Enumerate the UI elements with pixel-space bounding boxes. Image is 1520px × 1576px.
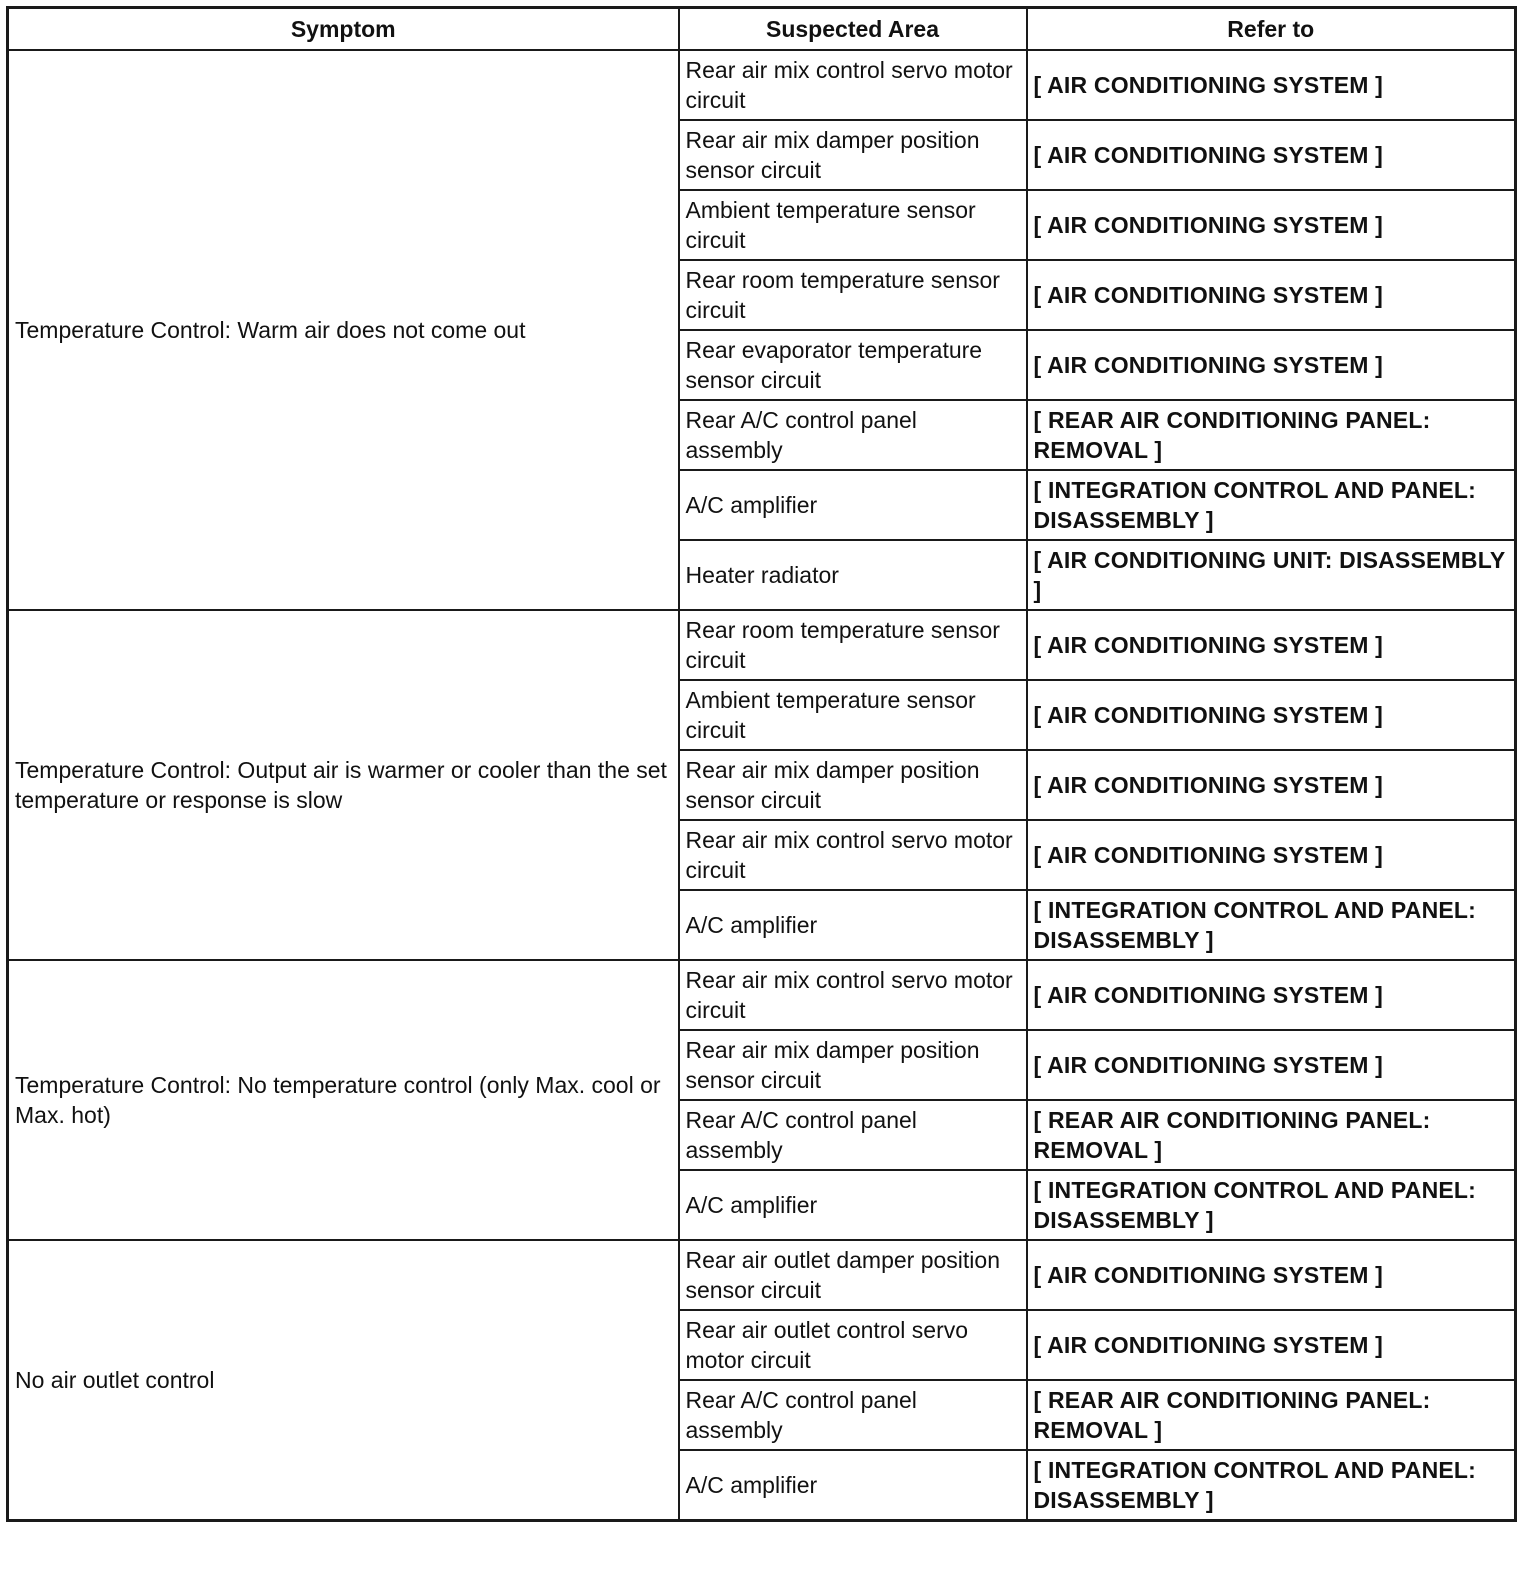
suspected-area-cell: A/C amplifier [679, 1170, 1027, 1240]
suspected-area-cell: Rear air mix damper position sensor circuit [679, 120, 1027, 190]
suspected-area-cell: Rear room temperature sensor circuit [679, 610, 1027, 680]
suspected-area-cell: Heater radiator [679, 540, 1027, 610]
refer-to-link[interactable]: [ AIR CONDITIONING SYSTEM ] [1027, 750, 1516, 820]
refer-to-link[interactable]: [ AIR CONDITIONING SYSTEM ] [1027, 260, 1516, 330]
symptom-cell: Temperature Control: Warm air does not come out [8, 50, 679, 610]
refer-to-link[interactable]: [ AIR CONDITIONING SYSTEM ] [1027, 680, 1516, 750]
suspected-area-cell: Rear A/C control panel assembly [679, 1100, 1027, 1170]
suspected-area-cell: Ambient temperature sensor circuit [679, 190, 1027, 260]
refer-to-link[interactable]: [ AIR CONDITIONING SYSTEM ] [1027, 1030, 1516, 1100]
symptom-cell: Temperature Control: Output air is warmer or cooler than the set temperature or response is slow [8, 610, 679, 960]
suspected-area-cell: Rear evaporator temperature sensor circuit [679, 330, 1027, 400]
troubleshooting-table [6, 6, 1517, 1522]
suspected-area-cell: A/C amplifier [679, 890, 1027, 960]
refer-to-link[interactable]: [ INTEGRATION CONTROL AND PANEL: DISASSEMBLY ] [1027, 470, 1516, 540]
header-row [8, 8, 1516, 51]
suspected-area-cell: A/C amplifier [679, 470, 1027, 540]
refer-to-link[interactable]: [ REAR AIR CONDITIONING PANEL: REMOVAL ] [1027, 1380, 1516, 1450]
table-body [8, 50, 1516, 1521]
table-row [8, 960, 1516, 1030]
refer-to-link[interactable]: [ AIR CONDITIONING UNIT: DISASSEMBLY ] [1027, 540, 1516, 610]
table-row [8, 610, 1516, 680]
suspected-area-cell: A/C amplifier [679, 1450, 1027, 1521]
refer-to-link[interactable]: [ AIR CONDITIONING SYSTEM ] [1027, 50, 1516, 120]
suspected-area-cell: Rear air mix damper position sensor circuit [679, 1030, 1027, 1100]
refer-to-link[interactable]: [ AIR CONDITIONING SYSTEM ] [1027, 120, 1516, 190]
suspected-area-cell: Rear air outlet control servo motor circuit [679, 1310, 1027, 1380]
refer-to-link[interactable]: [ AIR CONDITIONING SYSTEM ] [1027, 330, 1516, 400]
symptom-cell: Temperature Control: No temperature control (only Max. cool or Max. hot) [8, 960, 679, 1240]
refer-to-link[interactable]: [ INTEGRATION CONTROL AND PANEL: DISASSEMBLY ] [1027, 1170, 1516, 1240]
suspected-area-cell: Rear room temperature sensor circuit [679, 260, 1027, 330]
refer-to-link[interactable]: [ AIR CONDITIONING SYSTEM ] [1027, 190, 1516, 260]
suspected-area-cell: Ambient temperature sensor circuit [679, 680, 1027, 750]
suspected-area-cell: Rear air mix control servo motor circuit [679, 960, 1027, 1030]
suspected-area-cell: Rear air mix control servo motor circuit [679, 50, 1027, 120]
refer-to-link[interactable]: [ REAR AIR CONDITIONING PANEL: REMOVAL ] [1027, 400, 1516, 470]
refer-to-link[interactable]: [ AIR CONDITIONING SYSTEM ] [1027, 820, 1516, 890]
suspected-area-cell: Rear air outlet damper position sensor circuit [679, 1240, 1027, 1310]
refer-to-link[interactable]: [ REAR AIR CONDITIONING PANEL: REMOVAL ] [1027, 1100, 1516, 1170]
refer-to-link[interactable]: [ INTEGRATION CONTROL AND PANEL: DISASSEMBLY ] [1027, 1450, 1516, 1521]
refer-to-link[interactable]: [ AIR CONDITIONING SYSTEM ] [1027, 1240, 1516, 1310]
refer-to-link[interactable]: [ INTEGRATION CONTROL AND PANEL: DISASSEMBLY ] [1027, 890, 1516, 960]
suspected-area-cell: Rear A/C control panel assembly [679, 1380, 1027, 1450]
suspected-area-cell: Rear air mix damper position sensor circuit [679, 750, 1027, 820]
header-symptom: Symptom [8, 8, 679, 51]
refer-to-link[interactable]: [ AIR CONDITIONING SYSTEM ] [1027, 610, 1516, 680]
refer-to-link[interactable]: [ AIR CONDITIONING SYSTEM ] [1027, 1310, 1516, 1380]
suspected-area-cell: Rear air mix control servo motor circuit [679, 820, 1027, 890]
suspected-area-cell: Rear A/C control panel assembly [679, 400, 1027, 470]
table-row [8, 1240, 1516, 1310]
symptom-cell: No air outlet control [8, 1240, 679, 1521]
table-row [8, 50, 1516, 120]
refer-to-link[interactable]: [ AIR CONDITIONING SYSTEM ] [1027, 960, 1516, 1030]
header-refer-to: Refer to [1027, 8, 1516, 51]
header-suspected-area: Suspected Area [679, 8, 1027, 51]
